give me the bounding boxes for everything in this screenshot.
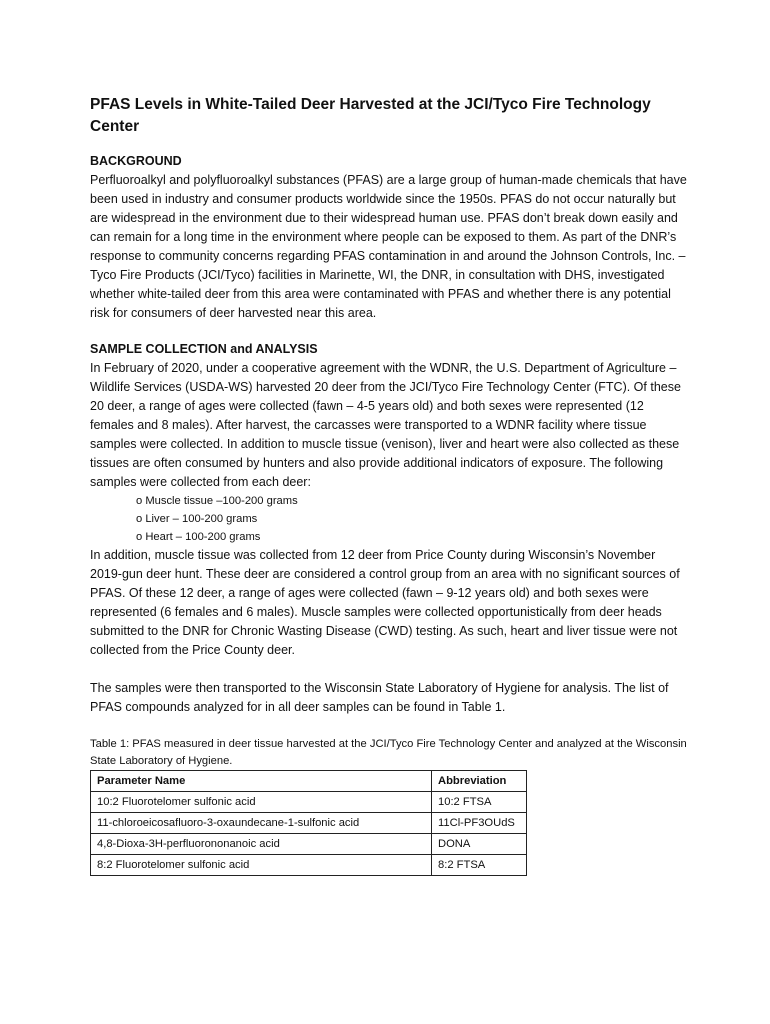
sample-collection-paragraph-1: In February of 2020, under a cooperative agreement with the WDNR, the U.S. Department of Agriculture – Wildlife Services (USDA-WS) harvested 20 deer from the JCI/Tyco Fire Technology Center (FTC). Of these 20 deer, a range of ages were collected (fawn – 4-5 years old) and both sexes were represented (12 females and 8 males). After harvest, the carcasses were transported to a WDNR facility where tissue samples were collected. In addition to muscle tissue (venison), liver and heart were also collected as these tissues are often consumed by hunters and also provide additional indicators of exposure. The following samples were collected from each deer: bbox=[90, 361, 681, 489]
table-cell-abbreviation: 10:2 FTSA bbox=[432, 792, 527, 813]
table-cell-parameter: 11-chloroeicosafluoro-3-oxaundecane-1-sulfonic acid bbox=[91, 813, 432, 834]
table-row bbox=[91, 792, 527, 813]
pfas-table bbox=[90, 770, 527, 876]
sample-list-item: o Muscle tissue –100-200 grams bbox=[136, 495, 298, 507]
document-page bbox=[90, 94, 690, 876]
sample-list-item: o Heart – 100-200 grams bbox=[136, 531, 261, 543]
sample-collection-paragraph-2: In addition, muscle tissue was collected from 12 deer from Price County during Wisconsin’s November 2019-gun deer hunt. These deer are considered a control group from an area with no significant sources of PFAS. Of these 12 deer, a range of ages were collected (fawn – 9-12 years old) and both sexes were represented (6 females and 6 males). Muscle samples were collected opportunistically from deer heads submitted to the DNR for Chronic Wasting Disease (CWD) testing. As such, heart and liver tissue were not collected from the Price County deer. bbox=[90, 548, 680, 657]
table-row bbox=[91, 834, 527, 855]
table-cell-parameter: 4,8-Dioxa-3H-perfluorononanoic acid bbox=[91, 834, 432, 855]
table-row bbox=[91, 855, 527, 876]
column-header-abbreviation: Abbreviation bbox=[432, 771, 527, 792]
table-cell-abbreviation: 11Cl-PF3OUdS bbox=[432, 813, 527, 834]
background-text: Perfluoroalkyl and polyfluoroalkyl substances (PFAS) are a large group of human-made chemicals that have been used in industry and consumer products worldwide since the 1950s. PFAS do not occur naturally but are widespread in the environment due to their widespread human use. PFAS don’t break down easily and can remain for a long time in the environment where people can be exposed to them. As part of the DNR’s response to community concerns regarding PFAS contamination in and around the Johnson Controls, Inc. – Tyco Fire Products (JCI/Tyco) facilities in Marinette, WI, the DNR, in consultation with DHS, investigated whether white-tailed deer from this area were contaminated with PFAS and whether there is any potential risk for consumers of deer harvested near this area. bbox=[90, 173, 687, 320]
column-header-parameter: Parameter Name bbox=[91, 771, 432, 792]
page-title: PFAS Levels in White-Tailed Deer Harvested at the JCI/Tyco Fire Technology Center bbox=[90, 96, 651, 135]
table-cell-parameter: 8:2 Fluorotelomer sulfonic acid bbox=[91, 855, 432, 876]
sample-list bbox=[90, 492, 690, 546]
sample-list-item: o Liver – 100-200 grams bbox=[136, 513, 258, 525]
sample-collection-heading: SAMPLE COLLECTION and ANALYSIS bbox=[90, 342, 318, 356]
table-cell-abbreviation: 8:2 FTSA bbox=[432, 855, 527, 876]
table-cell-parameter: 10:2 Fluorotelomer sulfonic acid bbox=[91, 792, 432, 813]
table-row bbox=[91, 813, 527, 834]
table-cell-abbreviation: DONA bbox=[432, 834, 527, 855]
table-caption: Table 1: PFAS measured in deer tissue harvested at the JCI/Tyco Fire Technology Center and analyzed at the Wisconsin State Laboratory of Hygiene. bbox=[90, 738, 687, 767]
table-header-row bbox=[91, 771, 527, 792]
background-heading: BACKGROUND bbox=[90, 154, 182, 168]
sample-collection-paragraph-3: The samples were then transported to the Wisconsin State Laboratory of Hygiene for analysis. The list of PFAS compounds analyzed for in all deer samples can be found in Table 1. bbox=[90, 681, 669, 714]
